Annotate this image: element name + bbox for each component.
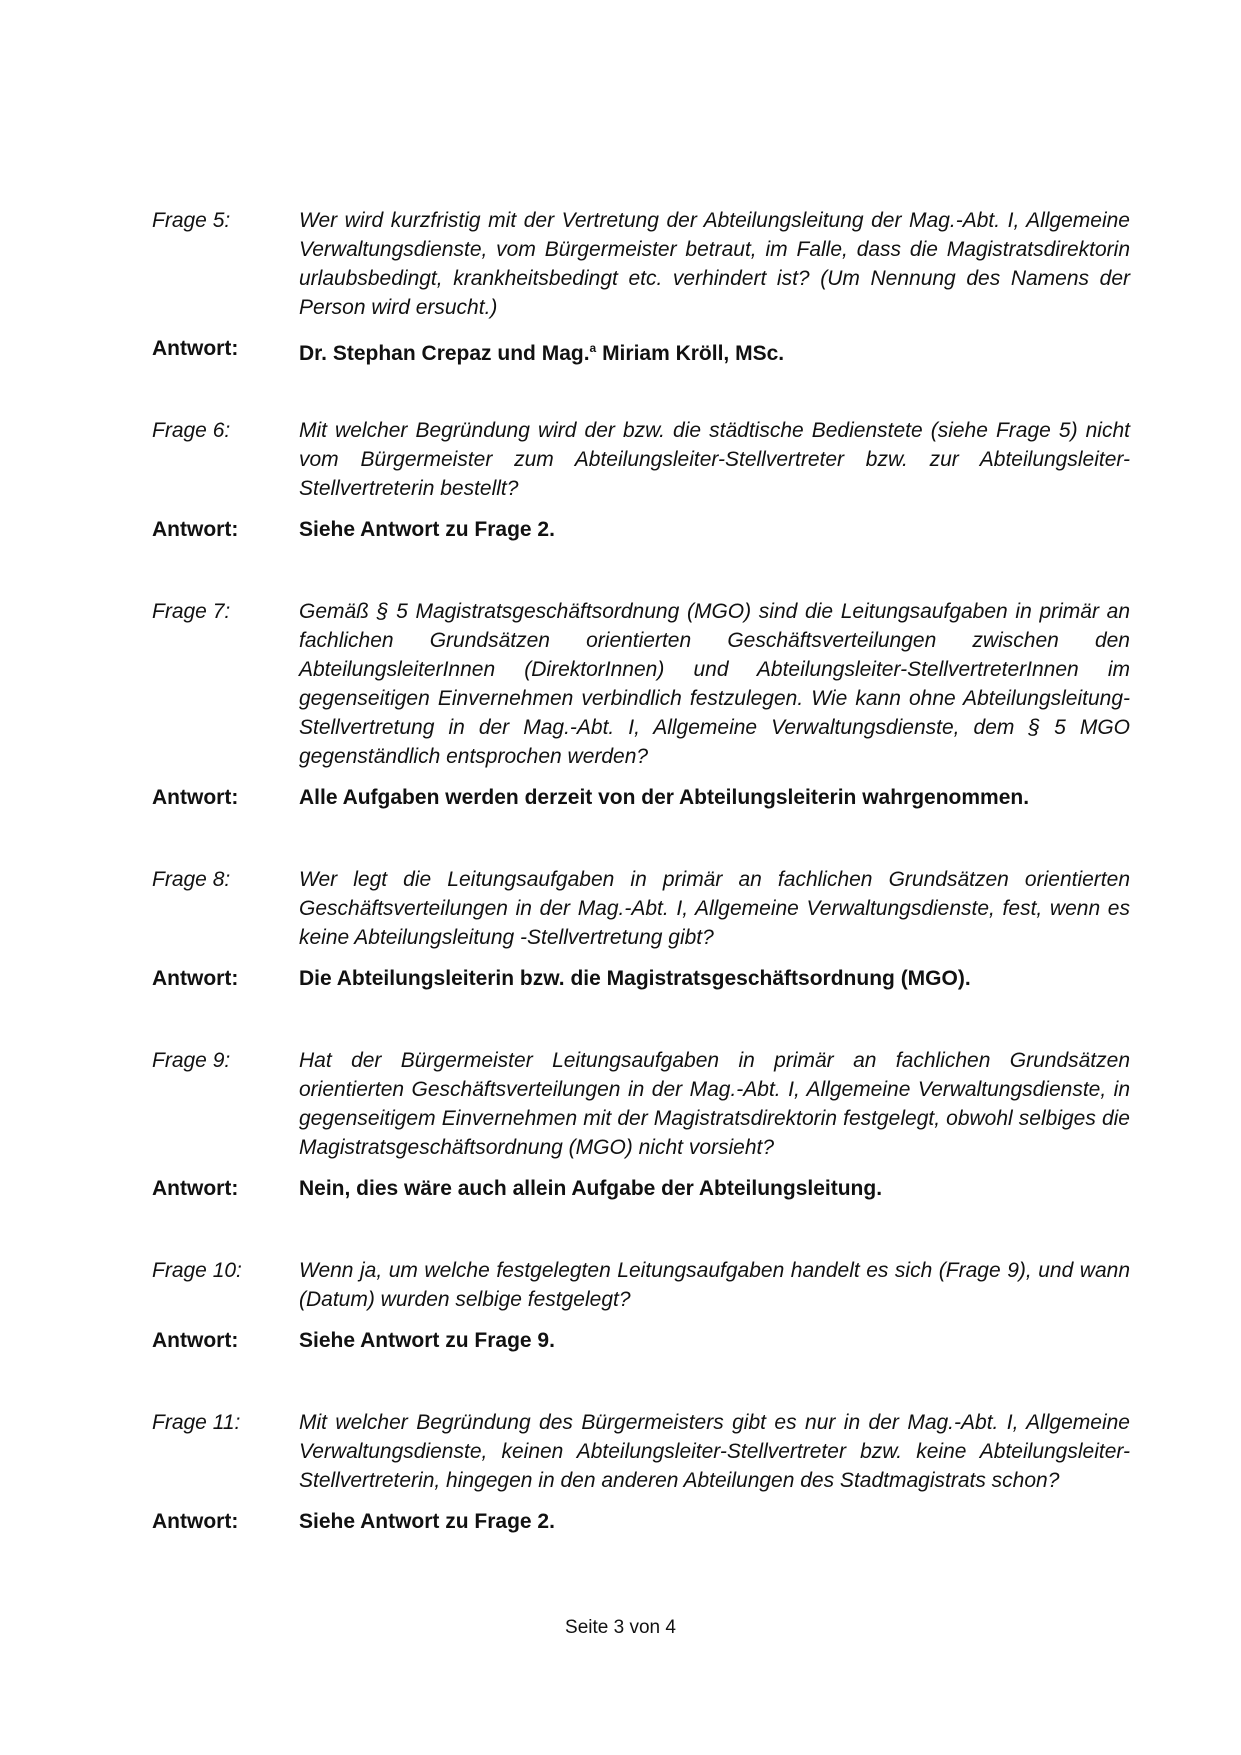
answer-text: Die Abteilungsleiterin bzw. die Magistratsgeschäftsordnung (MGO). bbox=[299, 967, 971, 990]
question-text: Wenn ja, um welche festgelegten Leitungsaufgaben handelt es sich (Frage 9), und wann (Datum) wurden selbige festgelegt? bbox=[299, 1259, 1130, 1311]
answer-text bbox=[299, 334, 1130, 368]
answer-label: Antwort: bbox=[152, 337, 239, 360]
question-row bbox=[152, 1046, 1130, 1162]
answer-text-part: Miriam Kröll, MSc. bbox=[596, 342, 785, 365]
question-text: Mit welcher Begründung wird der bzw. die städtische Bedienstete (siehe Frage 5) nicht vom Bürgermeister zum Abteilungsleiter-Stellvertreter bzw. zur Abteilungsleiter-Stellvertreterin bestellt? bbox=[299, 419, 1130, 500]
question-label: Frage 11: bbox=[152, 1411, 241, 1434]
answer-text: Nein, dies wäre auch allein Aufgabe der Abteilungsleitung. bbox=[299, 1177, 883, 1200]
question-text: Wer wird kurzfristig mit der Vertretung der Abteilungsleitung der Mag.-Abt. I, Allgemeine Verwaltungsdienste, vom Bürgermeister betraut, im Falle, dass die Magistratsdirektorin urlaubsbedingt, krankheitsbedingt etc. verhindert ist? (Um Nennung des Namens der Person wird ersucht.) bbox=[299, 209, 1130, 319]
answer-label: Antwort: bbox=[152, 518, 239, 541]
answer-label: Antwort: bbox=[152, 1177, 239, 1200]
question-label: Frage 7: bbox=[152, 600, 231, 623]
question-row bbox=[152, 206, 1130, 322]
qa-block-frage-8 bbox=[152, 865, 1130, 993]
answer-label: Antwort: bbox=[152, 1510, 239, 1533]
answer-row bbox=[152, 334, 1130, 368]
answer-row bbox=[152, 1174, 1130, 1203]
qa-block-frage-6 bbox=[152, 416, 1130, 544]
question-row bbox=[152, 597, 1130, 771]
qa-block-frage-11 bbox=[152, 1408, 1130, 1536]
answer-row bbox=[152, 1507, 1130, 1536]
question-text: Wer legt die Leitungsaufgaben in primär an fachlichen Grundsätzen orientierten Geschäftsverteilungen in der Mag.-Abt. I, Allgemeine Verwaltungsdienste, fest, wenn es keine Abteilungsleitung -Stellvertretung gibt? bbox=[299, 868, 1130, 949]
answer-row bbox=[152, 515, 1130, 544]
answer-text: Siehe Antwort zu Frage 2. bbox=[299, 1510, 555, 1533]
question-label: Frage 9: bbox=[152, 1049, 231, 1072]
qa-block-frage-10 bbox=[152, 1256, 1130, 1355]
answer-label: Antwort: bbox=[152, 786, 239, 809]
answer-row bbox=[152, 783, 1130, 812]
answer-row bbox=[152, 964, 1130, 993]
question-label: Frage 5: bbox=[152, 209, 231, 232]
answer-label: Antwort: bbox=[152, 1329, 239, 1352]
answer-text: Siehe Antwort zu Frage 2. bbox=[299, 518, 555, 541]
question-text: Hat der Bürgermeister Leitungsaufgaben in primär an fachlichen Grundsätzen orientierten Geschäftsverteilungen in der Mag.-Abt. I, Allgemeine Verwaltungsdienste, in gegenseitigem Einvernehmen mit der Magistratsdirektorin festgelegt, obwohl selbiges die Magistratsgeschäftsordnung (MGO) nicht vorsieht? bbox=[299, 1049, 1130, 1159]
page-number-footer: Seite 3 von 4 bbox=[565, 1617, 676, 1638]
question-row bbox=[152, 865, 1130, 952]
qa-block-frage-9 bbox=[152, 1046, 1130, 1203]
answer-superscript: a bbox=[589, 341, 597, 355]
answer-label: Antwort: bbox=[152, 967, 239, 990]
question-label: Frage 6: bbox=[152, 419, 231, 442]
answer-text: Siehe Antwort zu Frage 9. bbox=[299, 1329, 555, 1352]
question-row bbox=[152, 1408, 1130, 1495]
question-row bbox=[152, 1256, 1130, 1314]
qa-block-frage-7 bbox=[152, 597, 1130, 812]
answer-row bbox=[152, 1326, 1130, 1355]
question-label: Frage 10: bbox=[152, 1259, 242, 1282]
answer-text-part: Dr. Stephan Crepaz und Mag. bbox=[299, 342, 590, 365]
question-label: Frage 8: bbox=[152, 868, 231, 891]
answer-text: Alle Aufgaben werden derzeit von der Abteilungsleiterin wahrgenommen. bbox=[299, 786, 1030, 809]
question-text: Gemäß § 5 Magistratsgeschäftsordnung (MGO) sind die Leitungsaufgaben in primär an fachlichen Grundsätzen orientierten Geschäftsverteilungen zwischen den AbteilungsleiterInnen (DirektorInnen) und Abteilungsleiter-StellvertreterInnen im gegenseitigen Einvernehmen verbindlich festzulegen. Wie kann ohne Abteilungsleitung-Stellvertretung in der Mag.-Abt. I, Allgemeine Verwaltungsdienste, dem § 5 MGO gegenständlich entsprochen werden? bbox=[299, 600, 1130, 768]
question-row bbox=[152, 416, 1130, 503]
question-text: Mit welcher Begründung des Bürgermeisters gibt es nur in der Mag.-Abt. I, Allgemeine Verwaltungsdienste, keinen Abteilungsleiter-Stellvertreter bzw. keine Abteilungsleiter-Stellvertreterin, hingegen in den anderen Abteilungen des Stadtmagistrats schon? bbox=[299, 1411, 1130, 1492]
qa-block-frage-5 bbox=[152, 206, 1130, 368]
